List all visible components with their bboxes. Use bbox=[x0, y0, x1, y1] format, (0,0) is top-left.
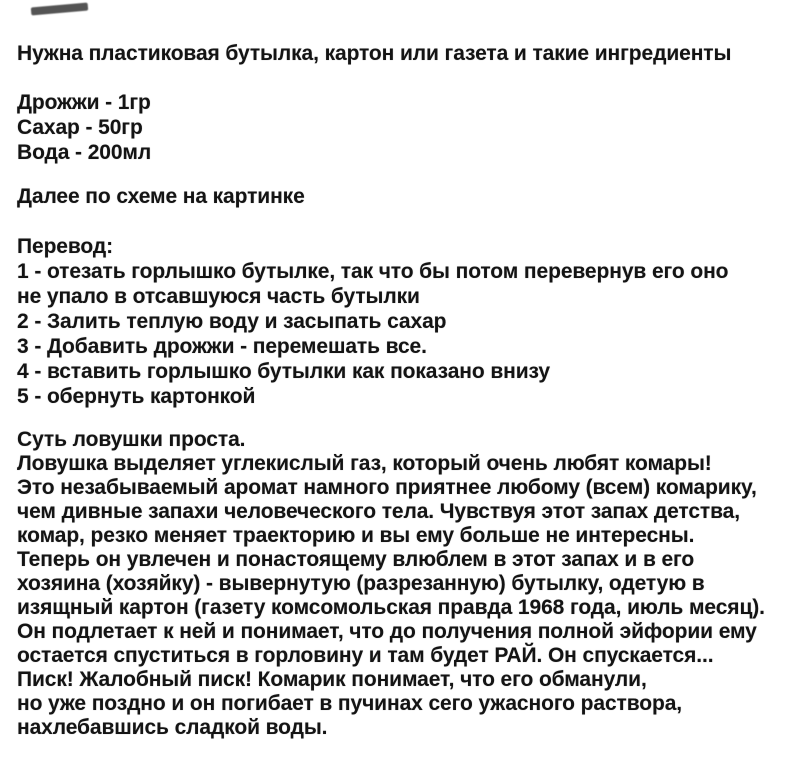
step-3: 3 - Добавить дрожжи - перемешать все. bbox=[17, 335, 427, 358]
ingredient-yeast: Дрожжи - 1гр bbox=[17, 91, 151, 114]
paragraph-translation-steps bbox=[17, 234, 792, 409]
step-2: 2 - Залить теплую воду и засыпать сахар bbox=[17, 310, 447, 333]
step-4: 4 - вставить горлышко бутылки как показано внизу bbox=[17, 360, 550, 383]
paragraph-intro bbox=[17, 41, 792, 66]
steps-heading: Перевод: bbox=[17, 235, 113, 258]
text-line: нахлебавшись сладкой воды. bbox=[17, 716, 328, 739]
text-line: Далее по схеме на картинке bbox=[17, 185, 305, 208]
text-line: Писк! Жалобный писк! Комарик понимает, что его обманули, bbox=[17, 668, 647, 691]
text-line: Суть ловушки проста. bbox=[17, 428, 246, 451]
text-line: Это незабываемый аромат намного приятнее любому (всем) комарику, bbox=[17, 476, 757, 499]
text-line: Ловушка выделяет углекислый газ, который очень любят комары! bbox=[17, 452, 712, 475]
text-line: комар, резко меняет траекторию и вы ему больше не интересны. bbox=[17, 524, 695, 547]
paragraph-scheme-note bbox=[17, 184, 792, 209]
text-line: Он подлетает к ней и понимает, что до получения полной эйфории ему bbox=[17, 620, 757, 643]
step-1: 1 - отезать горлышко бутылке, так что бы потом перевернув его оно bbox=[17, 260, 729, 283]
step-1-continued: не упало в отсавшуюся часть бутылки bbox=[17, 285, 420, 308]
text-line: Нужна пластиковая бутылка, картон или газета и такие ингредиенты bbox=[17, 42, 732, 65]
paragraph-ingredients bbox=[17, 90, 792, 165]
step-5: 5 - обернуть картонкой bbox=[17, 385, 256, 408]
text-line: хозяина (хозяйку) - вывернутую (разрезанную) бутылку, одетую в bbox=[17, 572, 705, 595]
text-line: чем дивные запахи человеческого тела. Чувствуя этот запах детства, bbox=[17, 500, 740, 523]
text-line: изящный картон (газету комсомольская правда 1968 года, июль месяц). bbox=[17, 596, 765, 619]
ingredient-sugar: Сахар - 50гр bbox=[17, 116, 143, 139]
paragraph-explanation bbox=[17, 428, 792, 740]
text-line: Теперь он увлечен и понастоящему влюблем в этот запах и в его bbox=[17, 548, 695, 571]
ingredient-water: Вода - 200мл bbox=[17, 141, 152, 164]
text-line: но уже поздно и он погибает в пучинах сего ужасного раствора, bbox=[17, 692, 683, 715]
text-line: остается спуститься в горловину и там будет РАЙ. Он спускается... bbox=[17, 644, 714, 667]
